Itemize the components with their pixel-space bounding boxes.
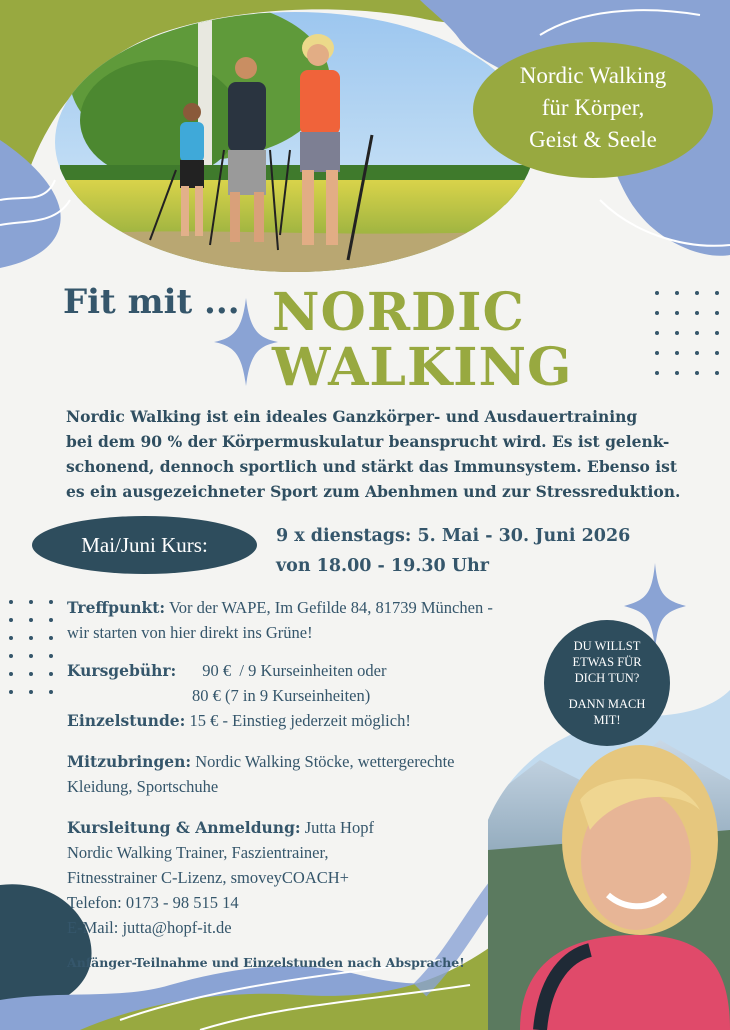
bubble-line: DU WILLST: [573, 639, 641, 653]
heading-title-line2: WALKING: [272, 337, 573, 398]
contact-block: [67, 815, 374, 940]
bubble-line: DICH TUN?: [574, 671, 640, 685]
bring-text: Nordic Walking Stöcke, wettergerechte: [191, 752, 455, 771]
course-schedule: [276, 521, 630, 581]
heading-title-line1: NORDIC: [272, 282, 525, 343]
call-to-action-bubble: [544, 620, 670, 746]
heading-prefix: Fit mit ...: [63, 282, 240, 322]
single-session-label: Einzelstunde:: [67, 711, 186, 730]
single-session-text: 15 € - Einstieg jederzeit möglich!: [185, 711, 411, 730]
meeting-address: Vor der WAPE, Im Gefilde 84, 81739 München -: [165, 598, 493, 617]
intro-line: Nordic Walking ist ein ideales Ganzkörper- und Ausdauertraining: [66, 407, 638, 426]
contact-email: E-Mail: jutta@hopf-it.de: [67, 918, 232, 937]
course-time: von 18.00 - 19.30 Uhr: [276, 556, 489, 576]
meeting-label: Treffpunkt:: [67, 598, 166, 617]
contact-qualification: Fitnesstrainer C-Lizenz, smoveyCOACH+: [67, 868, 349, 887]
fee-line-2: 80 € (7 in 9 Kurseinheiten): [192, 686, 371, 705]
bring-label: Mitzubringen:: [67, 752, 192, 771]
intro-line: bei dem 90 % der Körpermuskulatur beansprucht wird. Es ist gelenk-: [66, 432, 670, 451]
course-dates: 9 x dienstags: 5. Mai - 30. Juni 2026: [276, 526, 631, 546]
what-to-bring: [67, 749, 455, 799]
meeting-note: wir starten von hier direkt ins Grüne!: [67, 623, 313, 642]
intro-paragraph: [66, 404, 686, 504]
tagline-line: für Körper,: [541, 95, 645, 120]
course-label-pill: [32, 516, 257, 574]
bubble-line: DANN MACH: [568, 697, 646, 711]
intro-line: schonend, dennoch sportlich und stärkt das Immunsystem. Ebenso ist: [66, 457, 678, 476]
contact-label: Kursleitung & Anmeldung:: [67, 818, 301, 837]
tagline-line: Geist & Seele: [529, 127, 657, 152]
fee-line-1: 90 € / 9 Kurseinheiten oder: [202, 661, 387, 680]
dot-grid-right: [655, 291, 719, 375]
footer-note: Anfänger-Teilnahme und Einzelstunden nach Absprache!: [67, 955, 465, 970]
dot-grid-left: [9, 600, 53, 694]
intro-line: es ein ausgezeichneter Sport zum Abenhmen und zur Stressreduktion.: [66, 482, 681, 501]
tagline-line: Nordic Walking: [519, 63, 667, 88]
contact-qualification: Nordic Walking Trainer, Faszientrainer,: [67, 843, 329, 862]
contact-name: Jutta Hopf: [300, 818, 374, 837]
meeting-point: [67, 595, 493, 645]
tagline: [478, 60, 708, 156]
fees-label: Kursgebühr:: [67, 661, 177, 680]
course-fees: [67, 658, 411, 733]
bubble-line: ETWAS FÜR: [572, 655, 642, 669]
bring-text-2: Kleidung, Sportschuhe: [67, 777, 219, 796]
contact-phone: Telefon: 0173 - 98 515 14: [67, 893, 239, 912]
course-label: Mai/Juni Kurs:: [81, 532, 208, 557]
bubble-line: MIT!: [593, 713, 621, 727]
